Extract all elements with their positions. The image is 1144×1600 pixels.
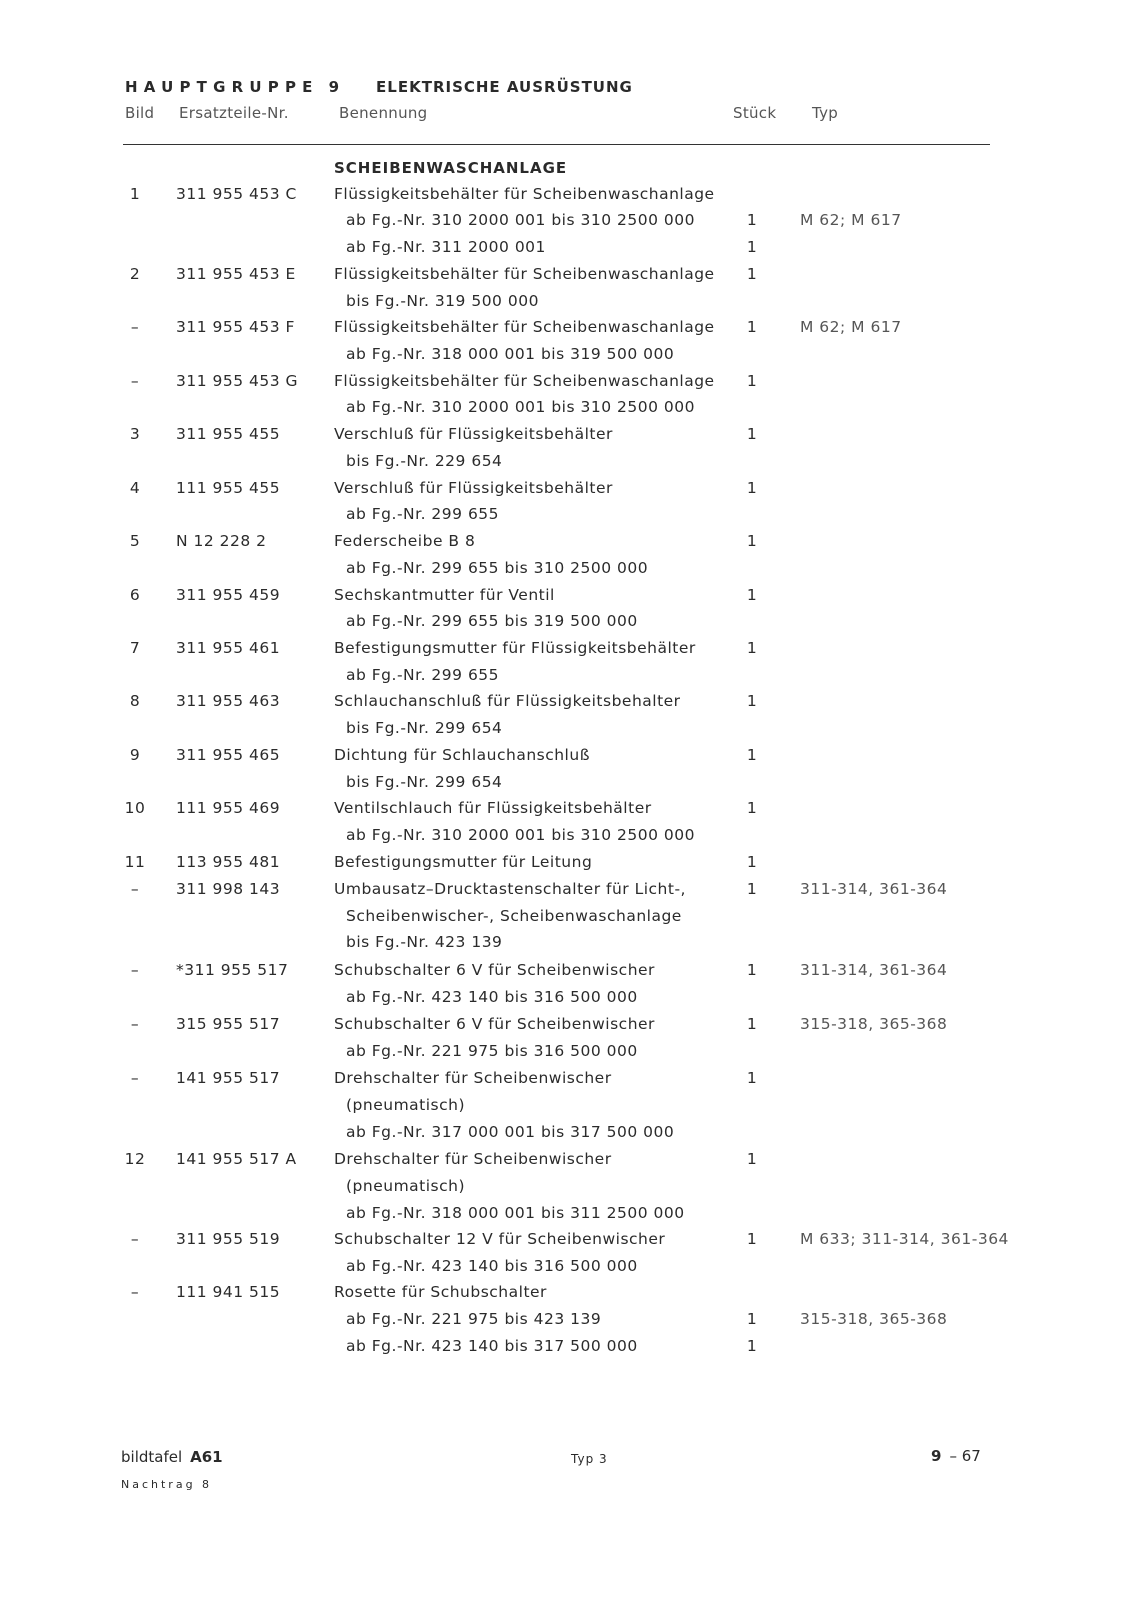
bild-number: –	[130, 1069, 140, 1087]
bild-number: –	[130, 961, 140, 979]
part-description: Flüssigkeitsbehälter für Scheibenwaschanlage	[334, 372, 715, 390]
part-description: Flüssigkeitsbehälter für Scheibenwaschanlage	[334, 318, 715, 336]
part-description: ab Fg.-Nr. 318 000 001 bis 319 500 000	[346, 345, 675, 363]
part-description: Verschluß für Flüssigkeitsbehälter	[334, 479, 613, 497]
main-group-heading	[125, 78, 633, 96]
type-applicability: 311-314, 361-364	[800, 961, 948, 979]
quantity: 1	[746, 1230, 758, 1248]
part-description: Ventilschlauch für Flüssigkeitsbehälter	[334, 799, 652, 817]
part-number: 311 955 461	[176, 639, 281, 657]
bild-number: –	[130, 1015, 140, 1033]
column-header-stueck: Stück	[733, 104, 777, 122]
column-header-benennung: Benennung	[339, 104, 428, 122]
bild-number: –	[130, 318, 140, 336]
part-description: bis Fg.-Nr. 229 654	[346, 452, 503, 470]
quantity: 1	[746, 880, 758, 898]
part-description: Drehschalter für Scheibenwischer	[334, 1150, 612, 1168]
part-description: Schubschalter 6 V für Scheibenwischer	[334, 961, 655, 979]
quantity: 1	[746, 746, 758, 764]
section-title: SCHEIBENWASCHANLAGE	[334, 159, 568, 177]
bildtafel-label: bildtafel	[121, 1448, 183, 1466]
bild-number: 1	[129, 185, 141, 203]
part-description: bis Fg.-Nr. 319 500 000	[346, 292, 539, 310]
bild-number: 5	[129, 532, 141, 550]
part-description: Sechskantmutter für Ventil	[334, 586, 555, 604]
quantity: 1	[746, 372, 758, 390]
part-description: ab Fg.-Nr. 221 975 bis 316 500 000	[346, 1042, 638, 1060]
part-description: Befestigungsmutter für Leitung	[334, 853, 593, 871]
part-description: Schlauchanschluß für Flüssigkeitsbehalter	[334, 692, 681, 710]
part-description: (pneumatisch)	[346, 1177, 466, 1195]
column-header-bild: Bild	[125, 104, 155, 122]
part-description: Scheibenwischer-, Scheibenwaschanlage	[346, 907, 682, 925]
part-description: bis Fg.-Nr. 423 139	[346, 933, 503, 951]
bild-number: 2	[129, 265, 141, 283]
part-description: ab Fg.-Nr. 221 975 bis 423 139	[346, 1310, 602, 1328]
part-description: ab Fg.-Nr. 311 2000 001	[346, 238, 546, 256]
bild-number: –	[130, 1230, 140, 1248]
bild-number: 3	[129, 425, 141, 443]
part-description: Verschluß für Flüssigkeitsbehälter	[334, 425, 613, 443]
part-description: Flüssigkeitsbehälter für Scheibenwaschanlage	[334, 265, 715, 283]
main-group-label: HAUPTGRUPPE	[125, 78, 319, 96]
part-number: 113 955 481	[176, 853, 281, 871]
type-applicability: 311-314, 361-364	[800, 880, 948, 898]
quantity: 1	[746, 1337, 758, 1355]
quantity: 1	[746, 692, 758, 710]
main-group-title: ELEKTRISCHE AUSRÜSTUNG	[376, 78, 633, 96]
part-number: 311 955 463	[176, 692, 281, 710]
bild-number: 10	[124, 799, 146, 817]
type-applicability: M 62; M 617	[800, 318, 902, 336]
bild-number: 4	[129, 479, 141, 497]
quantity: 1	[746, 1150, 758, 1168]
page-number-value: 67	[961, 1447, 981, 1465]
quantity: 1	[746, 479, 758, 497]
part-number: 311 955 453 E	[176, 265, 296, 283]
bildtafel-value: A61	[190, 1448, 223, 1466]
quantity: 1	[746, 799, 758, 817]
bild-number: 12	[124, 1150, 146, 1168]
column-header-typ: Typ	[812, 104, 839, 122]
part-number: 111 955 469	[176, 799, 281, 817]
type-applicability: M 633; 311-314, 361-364	[800, 1230, 1009, 1248]
footer-typ: Typ 3	[571, 1452, 608, 1466]
bild-number: 11	[124, 853, 146, 871]
bild-number: –	[130, 1283, 140, 1301]
part-description: bis Fg.-Nr. 299 654	[346, 719, 503, 737]
quantity: 1	[746, 1310, 758, 1328]
part-number: 311 955 455	[176, 425, 281, 443]
part-description: Dichtung für Schlauchanschluß	[334, 746, 590, 764]
type-applicability: 315-318, 365-368	[800, 1310, 948, 1328]
part-description: ab Fg.-Nr. 310 2000 001 bis 310 2500 000	[346, 398, 695, 416]
page-group: 9	[931, 1447, 942, 1465]
part-description: Federscheibe B 8	[334, 532, 476, 550]
quantity: 1	[746, 1069, 758, 1087]
part-description: ab Fg.-Nr. 310 2000 001 bis 310 2500 000	[346, 211, 695, 229]
main-group-number: 9	[328, 78, 341, 96]
part-description: ab Fg.-Nr. 423 140 bis 316 500 000	[346, 1257, 638, 1275]
part-number: 141 955 517 A	[176, 1150, 297, 1168]
part-number: 111 955 455	[176, 479, 281, 497]
part-number: 311 955 459	[176, 586, 281, 604]
part-description: ab Fg.-Nr. 317 000 001 bis 317 500 000	[346, 1123, 675, 1141]
bild-number: –	[130, 372, 140, 390]
part-description: Flüssigkeitsbehälter für Scheibenwaschanlage	[334, 185, 715, 203]
type-applicability: 315-318, 365-368	[800, 1015, 948, 1033]
header-divider	[123, 144, 990, 145]
part-description: Umbausatz–Drucktastenschalter für Licht-,	[334, 880, 686, 898]
type-applicability: M 62; M 617	[800, 211, 902, 229]
part-description: ab Fg.-Nr. 423 140 bis 316 500 000	[346, 988, 638, 1006]
page-number	[931, 1447, 981, 1465]
quantity: 1	[746, 318, 758, 336]
quantity: 1	[746, 425, 758, 443]
bild-number: 6	[129, 586, 141, 604]
quantity: 1	[746, 853, 758, 871]
bild-number: 8	[129, 692, 141, 710]
part-number: N 12 228 2	[176, 532, 267, 550]
part-description: ab Fg.-Nr. 318 000 001 bis 311 2500 000	[346, 1204, 685, 1222]
footer-bildtafel	[121, 1448, 223, 1466]
part-description: Drehschalter für Scheibenwischer	[334, 1069, 612, 1087]
quantity: 1	[746, 586, 758, 604]
part-description: ab Fg.-Nr. 310 2000 001 bis 310 2500 000	[346, 826, 695, 844]
part-number: 315 955 517	[176, 1015, 281, 1033]
part-number: 141 955 517	[176, 1069, 281, 1087]
part-number: *311 955 517	[176, 961, 289, 979]
page-separator: –	[949, 1447, 957, 1465]
part-description: Befestigungsmutter für Flüssigkeitsbehälter	[334, 639, 696, 657]
part-description: (pneumatisch)	[346, 1096, 466, 1114]
quantity: 1	[746, 639, 758, 657]
quantity: 1	[746, 265, 758, 283]
part-number: 311 955 453 G	[176, 372, 299, 390]
quantity: 1	[746, 211, 758, 229]
part-description: ab Fg.-Nr. 299 655	[346, 505, 500, 523]
bild-number: –	[130, 880, 140, 898]
quantity: 1	[746, 532, 758, 550]
part-description: Schubschalter 6 V für Scheibenwischer	[334, 1015, 655, 1033]
part-description: Rosette für Schubschalter	[334, 1283, 547, 1301]
part-number: 311 955 519	[176, 1230, 281, 1248]
part-number: 311 998 143	[176, 880, 281, 898]
bild-number: 7	[129, 639, 141, 657]
part-description: Schubschalter 12 V für Scheibenwischer	[334, 1230, 666, 1248]
part-number: 311 955 465	[176, 746, 281, 764]
part-description: bis Fg.-Nr. 299 654	[346, 773, 503, 791]
part-description: ab Fg.-Nr. 299 655 bis 319 500 000	[346, 612, 638, 630]
part-description: ab Fg.-Nr. 423 140 bis 317 500 000	[346, 1337, 638, 1355]
part-description: ab Fg.-Nr. 299 655	[346, 666, 500, 684]
column-header-ersatzteil-nr: Ersatzteile-Nr.	[179, 104, 289, 122]
part-description: ab Fg.-Nr. 299 655 bis 310 2500 000	[346, 559, 649, 577]
part-number: 311 955 453 F	[176, 318, 295, 336]
part-number: 311 955 453 C	[176, 185, 297, 203]
bild-number: 9	[129, 746, 141, 764]
quantity: 1	[746, 961, 758, 979]
quantity: 1	[746, 238, 758, 256]
footer-nachtrag: Nachtrag 8	[121, 1478, 213, 1491]
quantity: 1	[746, 1015, 758, 1033]
part-number: 111 941 515	[176, 1283, 281, 1301]
